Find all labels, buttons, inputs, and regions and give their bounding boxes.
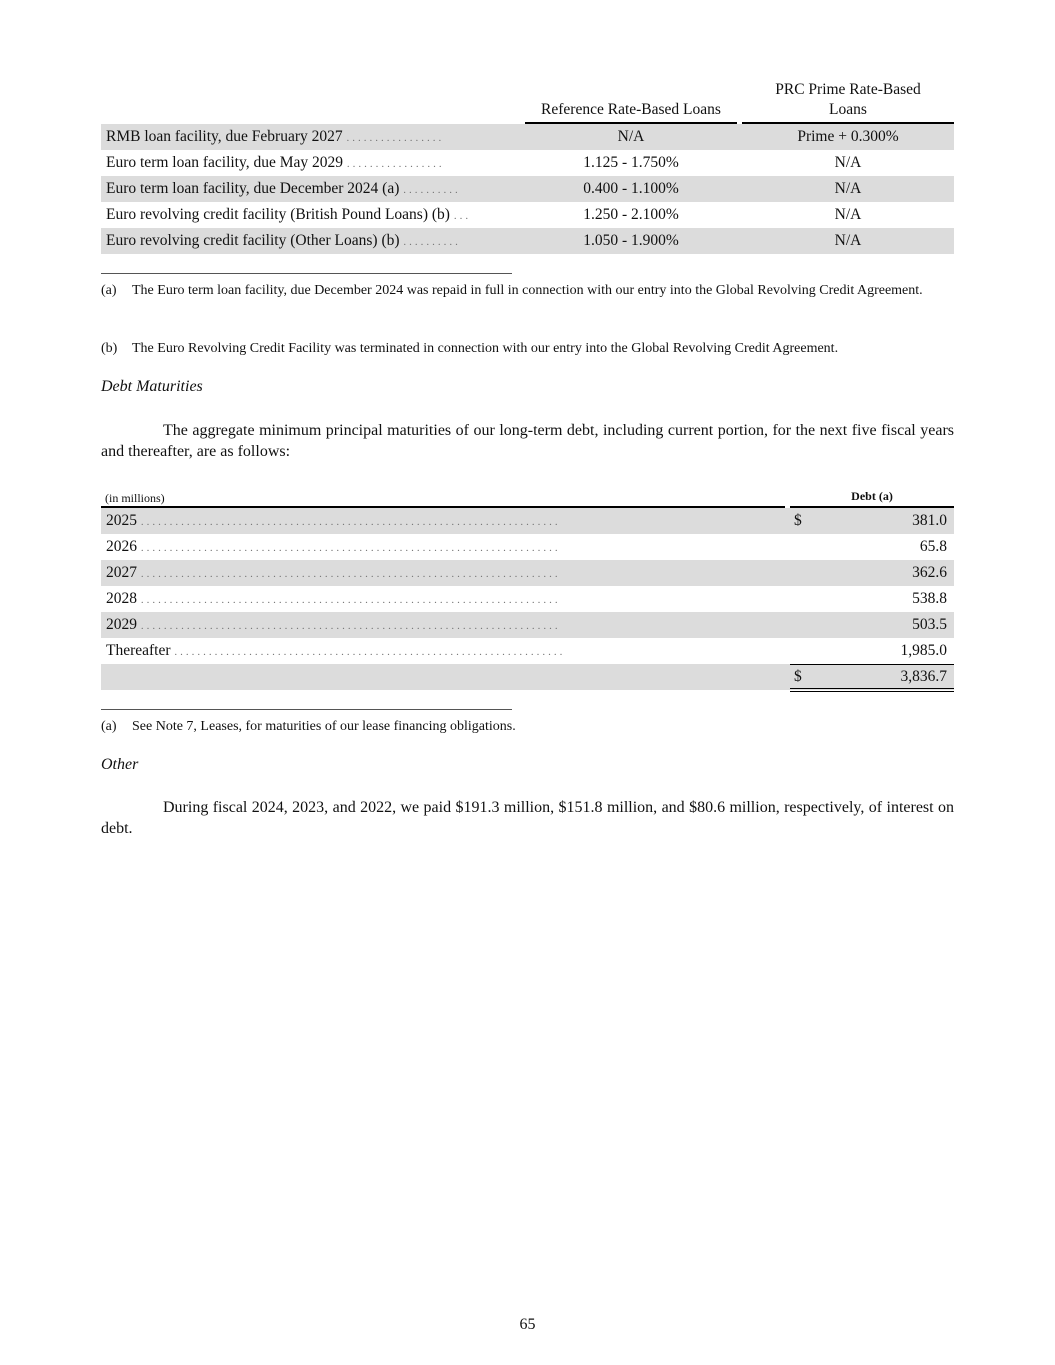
row-label-text: 2029 (106, 616, 137, 633)
footnote-text: The Euro Revolving Credit Facility was terminated in connection with our entry into the Global Revolving Credit Agreement. (132, 341, 839, 356)
footnote-text: See Note 7, Leases, for maturities of our lease financing obligations. (132, 719, 516, 734)
row-label-text: 2027 (106, 564, 137, 581)
row-label-text: Euro term loan facility, due December 2024 (a) (106, 180, 400, 197)
table-row (101, 612, 954, 638)
row-label-text: Euro revolving credit facility (Other Loans) (b) (106, 232, 400, 249)
currency-symbol: $ (794, 668, 802, 685)
row-label (106, 508, 784, 535)
cell-prc-rate: N/A (834, 180, 862, 197)
debt-maturities-intro: The aggregate minimum principal maturities of our long-term debt, including current portion, for the next five fiscal years and thereafter, are as follows: (101, 422, 954, 460)
rate-col-header-prc-line2: Loans (829, 101, 867, 118)
currency-symbol: $ (794, 512, 802, 529)
row-label (106, 586, 784, 613)
other-paragraph: During fiscal 2024, 2023, and 2022, we paid $191.3 million, $151.8 million, and $80.6 million, respectively, of interest on debt. (101, 799, 954, 837)
row-label-text: 2025 (106, 512, 137, 529)
debt-amount: 381.0 (912, 512, 947, 529)
cell-reference-rate: N/A (617, 128, 645, 145)
dot-leader: .......... (403, 184, 461, 196)
table-row (101, 202, 954, 228)
footnote-marker: (b) (101, 341, 118, 356)
table-row (101, 508, 954, 534)
total-row (101, 664, 954, 690)
row-label-text: Thereafter (106, 642, 171, 659)
footnote-divider (101, 273, 512, 274)
rate-col-header-prc-line1: PRC Prime Rate-Based (775, 81, 921, 98)
row-label (106, 534, 784, 561)
row-label (106, 176, 524, 203)
cell-prc-rate: N/A (834, 154, 862, 171)
total-amount: 3,836.7 (900, 668, 947, 685)
table-row (101, 534, 954, 560)
row-label-text: 2026 (106, 538, 137, 555)
cell-prc-rate: N/A (834, 206, 862, 223)
row-label (106, 638, 784, 665)
cell-reference-rate: 1.250 - 2.100% (583, 206, 679, 223)
footnote-debt-a (101, 717, 954, 736)
cell-prc-rate: N/A (834, 232, 862, 249)
dot-leader: ................. (346, 158, 445, 170)
cell-prc-rate: Prime + 0.300% (797, 128, 899, 145)
footnote-a (101, 281, 954, 300)
dot-leader: ......................................................................... (140, 594, 561, 606)
row-label (106, 560, 784, 587)
debt-amount: 503.5 (912, 616, 947, 633)
maturities-table-header (101, 488, 954, 508)
cell-reference-rate: 1.050 - 1.900% (583, 232, 679, 249)
dot-leader: ......................................................................... (140, 620, 561, 632)
rate-table (101, 124, 954, 254)
dot-leader: ......................................................................... (140, 568, 561, 580)
dot-leader: ................. (346, 132, 445, 144)
table-row (101, 638, 954, 664)
row-label-text: RMB loan facility, due February 2027 (106, 128, 343, 145)
row-label (106, 202, 524, 229)
footnote-divider (101, 709, 512, 710)
debt-amount: 1,985.0 (900, 642, 947, 659)
debt-column-header: Debt (a) (790, 489, 954, 508)
dot-leader: ......................................................................... (140, 542, 561, 554)
footnote-marker: (a) (101, 283, 117, 298)
rate-col-header-reference (525, 100, 737, 124)
row-label (106, 124, 524, 151)
maturities-table (101, 508, 954, 690)
section-heading-other: Other (101, 756, 139, 773)
debt-amount: 362.6 (912, 564, 947, 581)
row-label (106, 612, 784, 639)
dot-leader: ......................................................................... (140, 516, 561, 528)
footnote-marker: (a) (101, 719, 117, 734)
dot-leader: .......... (403, 236, 461, 248)
row-label (106, 150, 524, 177)
debt-amount: 65.8 (919, 538, 947, 555)
footnote-b (101, 339, 954, 358)
page-number: 65 (519, 1316, 536, 1333)
cell-reference-rate: 0.400 - 1.100% (583, 180, 679, 197)
dot-leader: .................................................................... (174, 646, 566, 658)
table-row (101, 150, 954, 176)
table-row (101, 560, 954, 586)
debt-amount: 538.8 (912, 590, 947, 607)
table-row (101, 586, 954, 612)
dot-leader: ... (453, 210, 472, 222)
table-row (101, 228, 954, 254)
table-row (101, 176, 954, 202)
row-label (106, 228, 524, 255)
rate-col-header-prc (742, 80, 954, 124)
footnote-text: The Euro term loan facility, due December 2024 was repaid in full in connection with our entry into the Global Revolving Credit Agreement. (132, 283, 923, 298)
cell-reference-rate: 1.125 - 1.750% (583, 154, 679, 171)
section-heading-debt-maturities: Debt Maturities (101, 378, 203, 395)
unit-label: (in millions) (105, 491, 165, 505)
row-label-text: Euro revolving credit facility (British Pound Loans) (b) (106, 206, 450, 223)
row-label-text: 2028 (106, 590, 137, 607)
rate-table-header (101, 80, 954, 124)
table-row (101, 124, 954, 150)
rate-col-header-reference-text: Reference Rate-Based Loans (541, 101, 721, 118)
row-label-text: Euro term loan facility, due May 2029 (106, 154, 344, 171)
